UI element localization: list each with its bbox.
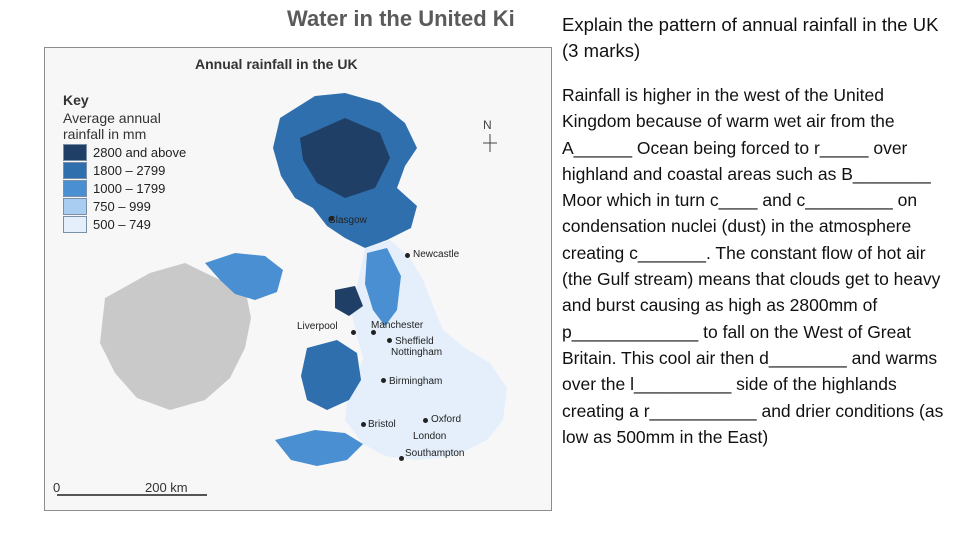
key-swatch — [63, 144, 87, 161]
map-subtitle: Annual rainfall in the UK — [195, 56, 358, 72]
city-label-newcastle: Newcastle — [413, 249, 460, 260]
key-swatch — [63, 198, 87, 215]
key-description: Average annual rainfall in mm — [63, 110, 161, 142]
north-arrow-label: N — [483, 118, 492, 132]
city-label-manchester: Manchester — [371, 320, 424, 331]
city-marker — [387, 338, 392, 343]
city-label-london: London — [413, 431, 447, 442]
key-item — [63, 162, 165, 178]
key-title: Key — [63, 92, 89, 108]
city-label-southampton: Southampton — [405, 448, 465, 459]
city-label-nottingham: Nottingham — [391, 347, 443, 358]
key-label: 2800 and above — [93, 144, 187, 160]
key-label: 750 – 999 — [93, 198, 151, 214]
city-label-birmingham: Birmingham — [389, 376, 443, 387]
southwest — [275, 430, 363, 466]
text-panel — [553, 12, 948, 450]
question-text: Explain the pattern of annual rainfall in the UK (3 marks) — [562, 14, 939, 61]
city-label-bristol: Bristol — [368, 419, 396, 430]
key-item — [63, 144, 186, 160]
key-label: 500 – 749 — [93, 216, 151, 232]
answer-text: Rainfall is higher in the west of the United Kingdom because of warm wet air from the A______ Ocean being forced to r_____ over highland and coastal areas such as B________ Moor which in turn c____ and c_________ on condensation nuclei (dust) in the atmosphere creating c_______. The constant flow of hot air (the Gulf stream) means that clouds get to heavy and burst causing as high as 2800mm of p_____________ to fall on the West of Great Britain. This cool air then d________ and warms over the l__________ side of the highlands creating a r___________ and drier conditions (as low as 500mm in the East) — [562, 85, 944, 447]
key-item — [63, 198, 151, 214]
key-label: 1800 – 2799 — [93, 162, 166, 178]
city-label-oxford: Oxford — [431, 414, 462, 425]
key-item — [63, 180, 165, 196]
city-marker — [423, 418, 428, 423]
city-label-sheffield: Sheffield — [395, 336, 434, 347]
city-marker — [381, 378, 386, 383]
city-label-liverpool: Liverpool — [297, 321, 338, 332]
key-swatch — [63, 180, 87, 197]
scale-start-label: 0 — [53, 480, 61, 495]
city-marker — [351, 330, 356, 335]
page-title: Water in the United Ki — [287, 6, 515, 31]
city-label-glasgow: Glasgow — [328, 215, 367, 226]
key-swatch — [63, 162, 87, 179]
key-swatch — [63, 216, 87, 233]
key-label: 1000 – 1799 — [93, 180, 166, 196]
key-item — [63, 216, 151, 232]
city-marker — [361, 422, 366, 427]
city-marker — [405, 253, 410, 258]
city-marker — [399, 456, 404, 461]
rainfall-map — [44, 47, 552, 511]
scale-end-label: 200 km — [145, 480, 188, 495]
